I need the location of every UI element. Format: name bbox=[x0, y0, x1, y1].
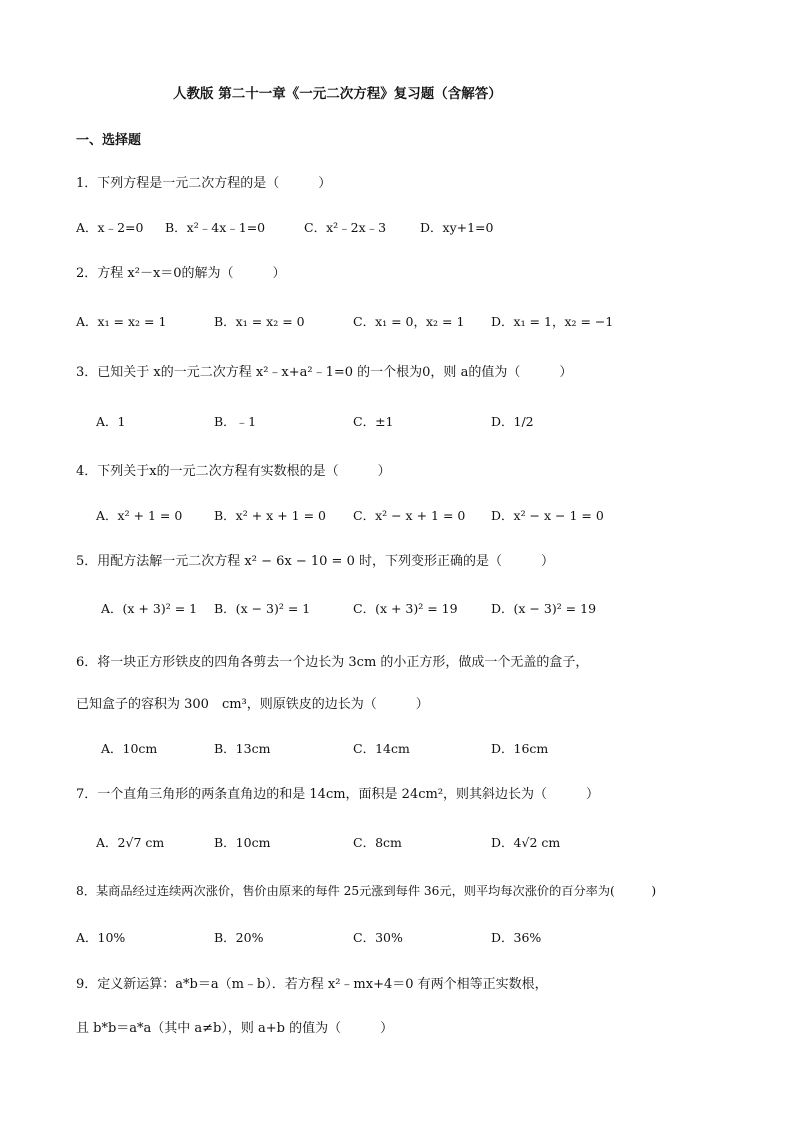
q2-option-a: A．x₁ = x₂ = 1 bbox=[76, 314, 167, 329]
q4-option-a: A．x² + 1 = 0 bbox=[96, 508, 183, 523]
q6-option-c: C．14cm bbox=[353, 741, 410, 756]
q5-option-c: C．(x + 3)² = 19 bbox=[353, 601, 458, 616]
question-2: 2．方程 x²－x＝0的解为（ ） bbox=[76, 266, 286, 281]
q3-option-b: B．﹣1 bbox=[214, 414, 257, 429]
q1-option-b: B．x²﹣4x﹣1=0 bbox=[165, 220, 266, 235]
q8-option-b: B．20% bbox=[214, 930, 264, 945]
question-1: 1．下列方程是一元二次方程的是（ ） bbox=[76, 176, 332, 191]
question-6-line-1: 6．将一块正方形铁皮的四角各剪去一个边长为 3cm 的小正方形，做成一个无盖的盒子， bbox=[76, 655, 589, 670]
q7-option-a: A．2√7 cm bbox=[96, 835, 165, 850]
question-7: 7．一个直角三角形的两条直角边的和是 14cm，面积是 24cm²，则其斜边长为（ ） bbox=[76, 787, 600, 802]
q8-option-c: C．30% bbox=[353, 930, 403, 945]
q2-option-b: B．x₁ = x₂ = 0 bbox=[214, 314, 305, 329]
question-6-line-2: 已知盒子的容积为 300 cm³，则原铁皮的边长为（ ） bbox=[76, 697, 429, 712]
q2-option-d: D．x₁ = 1，x₂ = −1 bbox=[491, 314, 614, 329]
question-9-line-2: 且 b*b＝a*a（其中 a≠b），则 a+b 的值为（ ） bbox=[76, 1021, 394, 1036]
q1-option-c: C．x²﹣2x﹣3 bbox=[304, 220, 387, 235]
q1-option-a: A．x﹣2=0 bbox=[76, 220, 144, 235]
question-4: 4．下列关于x的一元二次方程有实数根的是（ ） bbox=[76, 464, 391, 479]
q7-option-d: D．4√2 cm bbox=[491, 835, 561, 850]
question-8: 8．某商品经过连续两次涨价，售价由原来的每件 25元涨到每件 36元，则平均每次涨价的百分率为( ) bbox=[76, 884, 657, 898]
q6-option-d: D．16cm bbox=[491, 741, 549, 756]
question-5: 5．用配方法解一元二次方程 x² − 6x − 10 = 0 时，下列变形正确的是（ ） bbox=[76, 554, 554, 569]
document-title: 人教版 第二十一章《一元二次方程》复习题（含解答） bbox=[173, 86, 502, 102]
q6-option-a: A．10cm bbox=[101, 741, 158, 756]
q8-option-d: D．36% bbox=[491, 930, 542, 945]
q6-option-b: B．13cm bbox=[214, 741, 271, 756]
q3-option-d: D．1/2 bbox=[491, 414, 534, 429]
q4-option-c: C．x² − x + 1 = 0 bbox=[353, 508, 466, 523]
q2-option-c: C．x₁ = 0，x₂ = 1 bbox=[353, 314, 465, 329]
q8-option-a: A．10% bbox=[76, 930, 126, 945]
q7-option-c: C．8cm bbox=[353, 835, 402, 850]
question-9-line-1: 9．定义新运算：a*b＝a（m﹣b）．若方程 x²﹣mx+4＝0 有两个相等正实数根， bbox=[76, 977, 548, 992]
q4-option-d: D．x² − x − 1 = 0 bbox=[491, 508, 604, 523]
q3-option-a: A．1 bbox=[96, 414, 126, 429]
q1-option-d: D．xy+1=0 bbox=[420, 220, 494, 235]
q4-option-b: B．x² + x + 1 = 0 bbox=[214, 508, 326, 523]
section-heading: 一、选择题 bbox=[76, 133, 142, 148]
q7-option-b: B．10cm bbox=[214, 835, 271, 850]
q3-option-c: C．±1 bbox=[353, 414, 394, 429]
q5-option-d: D．(x − 3)² = 19 bbox=[491, 601, 597, 616]
q5-option-b: B．(x − 3)² = 1 bbox=[214, 601, 311, 616]
q5-option-a: A．(x + 3)² = 1 bbox=[101, 601, 198, 616]
question-3: 3．已知关于 x的一元二次方程 x²﹣x+a²﹣1=0 的一个根为0，则 a的值为（ ） bbox=[76, 365, 573, 380]
